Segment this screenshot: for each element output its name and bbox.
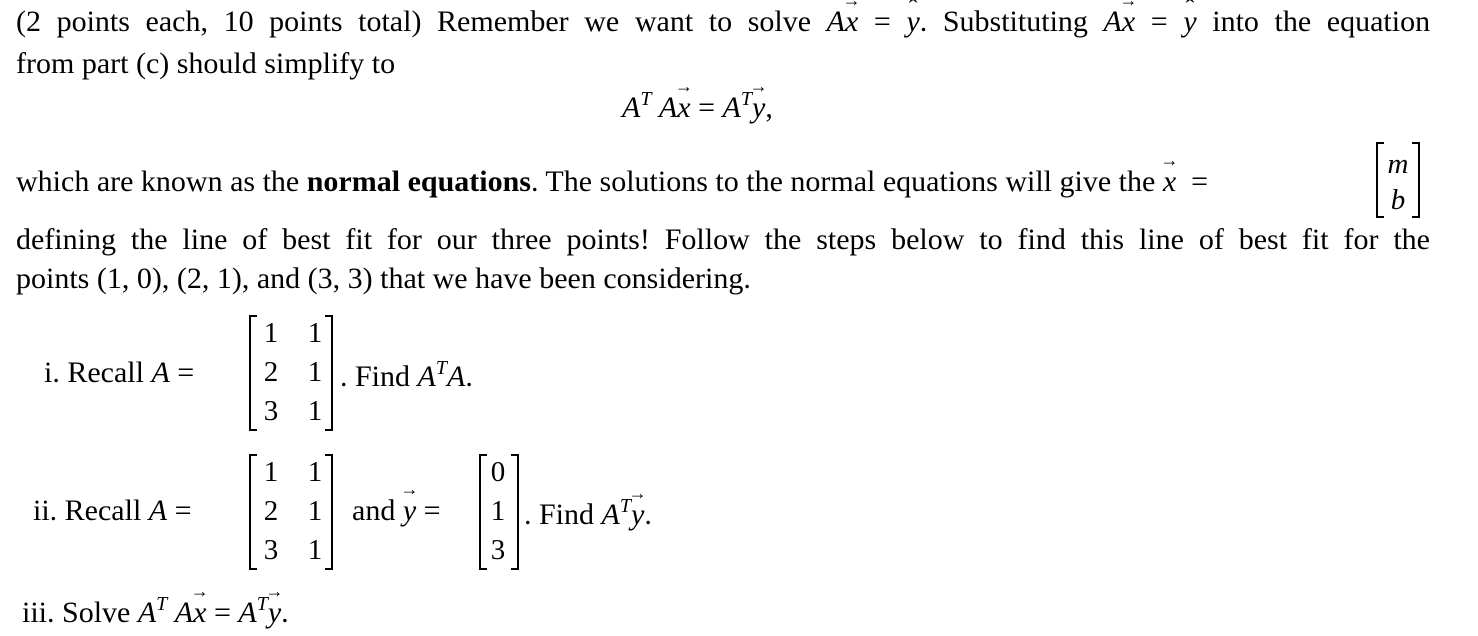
vector-mb-top: m — [1387, 148, 1409, 180]
display-equation: $A^T$ Ax → = $A^Ty$ →, — [622, 89, 773, 123]
part-i-find: . Find $A^TA$. — [340, 357, 473, 393]
part-ii-label: ii. Recall A = — [33, 494, 192, 527]
matrix-cell: 1 — [307, 456, 323, 488]
vector-y-cell: 1 — [490, 495, 506, 527]
simplify-text: from part (c) should simplify to — [16, 47, 396, 80]
matrix-cell: 1 — [307, 534, 323, 566]
matrix-cell: 1 — [307, 317, 323, 349]
part-i-label: i. Recall A = — [44, 356, 195, 389]
equation-ax-yhat: Ax → = y ˆ — [827, 5, 920, 38]
vector-mb — [1376, 144, 1420, 216]
point-1: (1, 0) — [96, 262, 162, 295]
substituting-text: . Substituting — [919, 5, 1088, 38]
matrix-cell: 2 — [263, 495, 279, 527]
point-2: (2, 1) — [176, 262, 242, 295]
normal-equations-term: normal equations — [306, 165, 531, 198]
equation-ax-yhat-2: Ax → = y ˆ — [1104, 5, 1197, 38]
matrix-cell: 1 — [307, 495, 323, 527]
part-ii-find: . Find $A^Ty$ →. — [524, 496, 652, 530]
defining-text: defining the line of best fit for our three points! Follow the steps below to find this line of best fit for the — [16, 223, 1430, 256]
matrix-a-part-ii — [249, 456, 333, 568]
points-line: points (1, 0), (2, 1), and (3, 3) that we have been considering. — [16, 262, 751, 295]
vector-y-cell: 0 — [490, 456, 506, 488]
vector-y-cell: 3 — [490, 534, 506, 566]
part-iii: iii. Solve $A^T$ Ax → = $A^Ty$ →. — [22, 594, 289, 628]
intro-line-2 — [16, 49, 395, 79]
points-prefix: points — [16, 262, 90, 295]
point-3: (3, 3) — [307, 262, 373, 295]
normal-before-bold: which are known as the — [16, 165, 300, 198]
and-word: , and — [241, 262, 301, 295]
vector-y — [479, 456, 519, 568]
remember-text: Remember we want to solve — [437, 5, 812, 38]
matrix-cell: 1 — [263, 456, 279, 488]
matrix-cell: 2 — [263, 356, 279, 388]
part-ii-and: and y → = — [352, 496, 441, 526]
defining-line — [16, 225, 1430, 255]
vector-x-equals: x → = — [1163, 165, 1208, 198]
normal-equations-line — [16, 167, 1208, 197]
intro-line-1 — [16, 7, 1430, 37]
matrix-cell: 1 — [307, 356, 323, 388]
matrix-cell: 1 — [307, 395, 323, 427]
points-suffix: that we have been considering. — [380, 262, 751, 295]
normal-after-bold: . The solutions to the normal equations will give the — [530, 165, 1156, 198]
into-text: into the equation — [1212, 5, 1431, 38]
points-label: (2 points each, 10 points total) — [16, 5, 422, 38]
matrix-cell: 3 — [263, 395, 279, 427]
vector-mb-bottom: b — [1390, 184, 1406, 216]
matrix-cell: 1 — [263, 317, 279, 349]
matrix-cell: 3 — [263, 534, 279, 566]
matrix-a-part-i — [249, 317, 333, 429]
